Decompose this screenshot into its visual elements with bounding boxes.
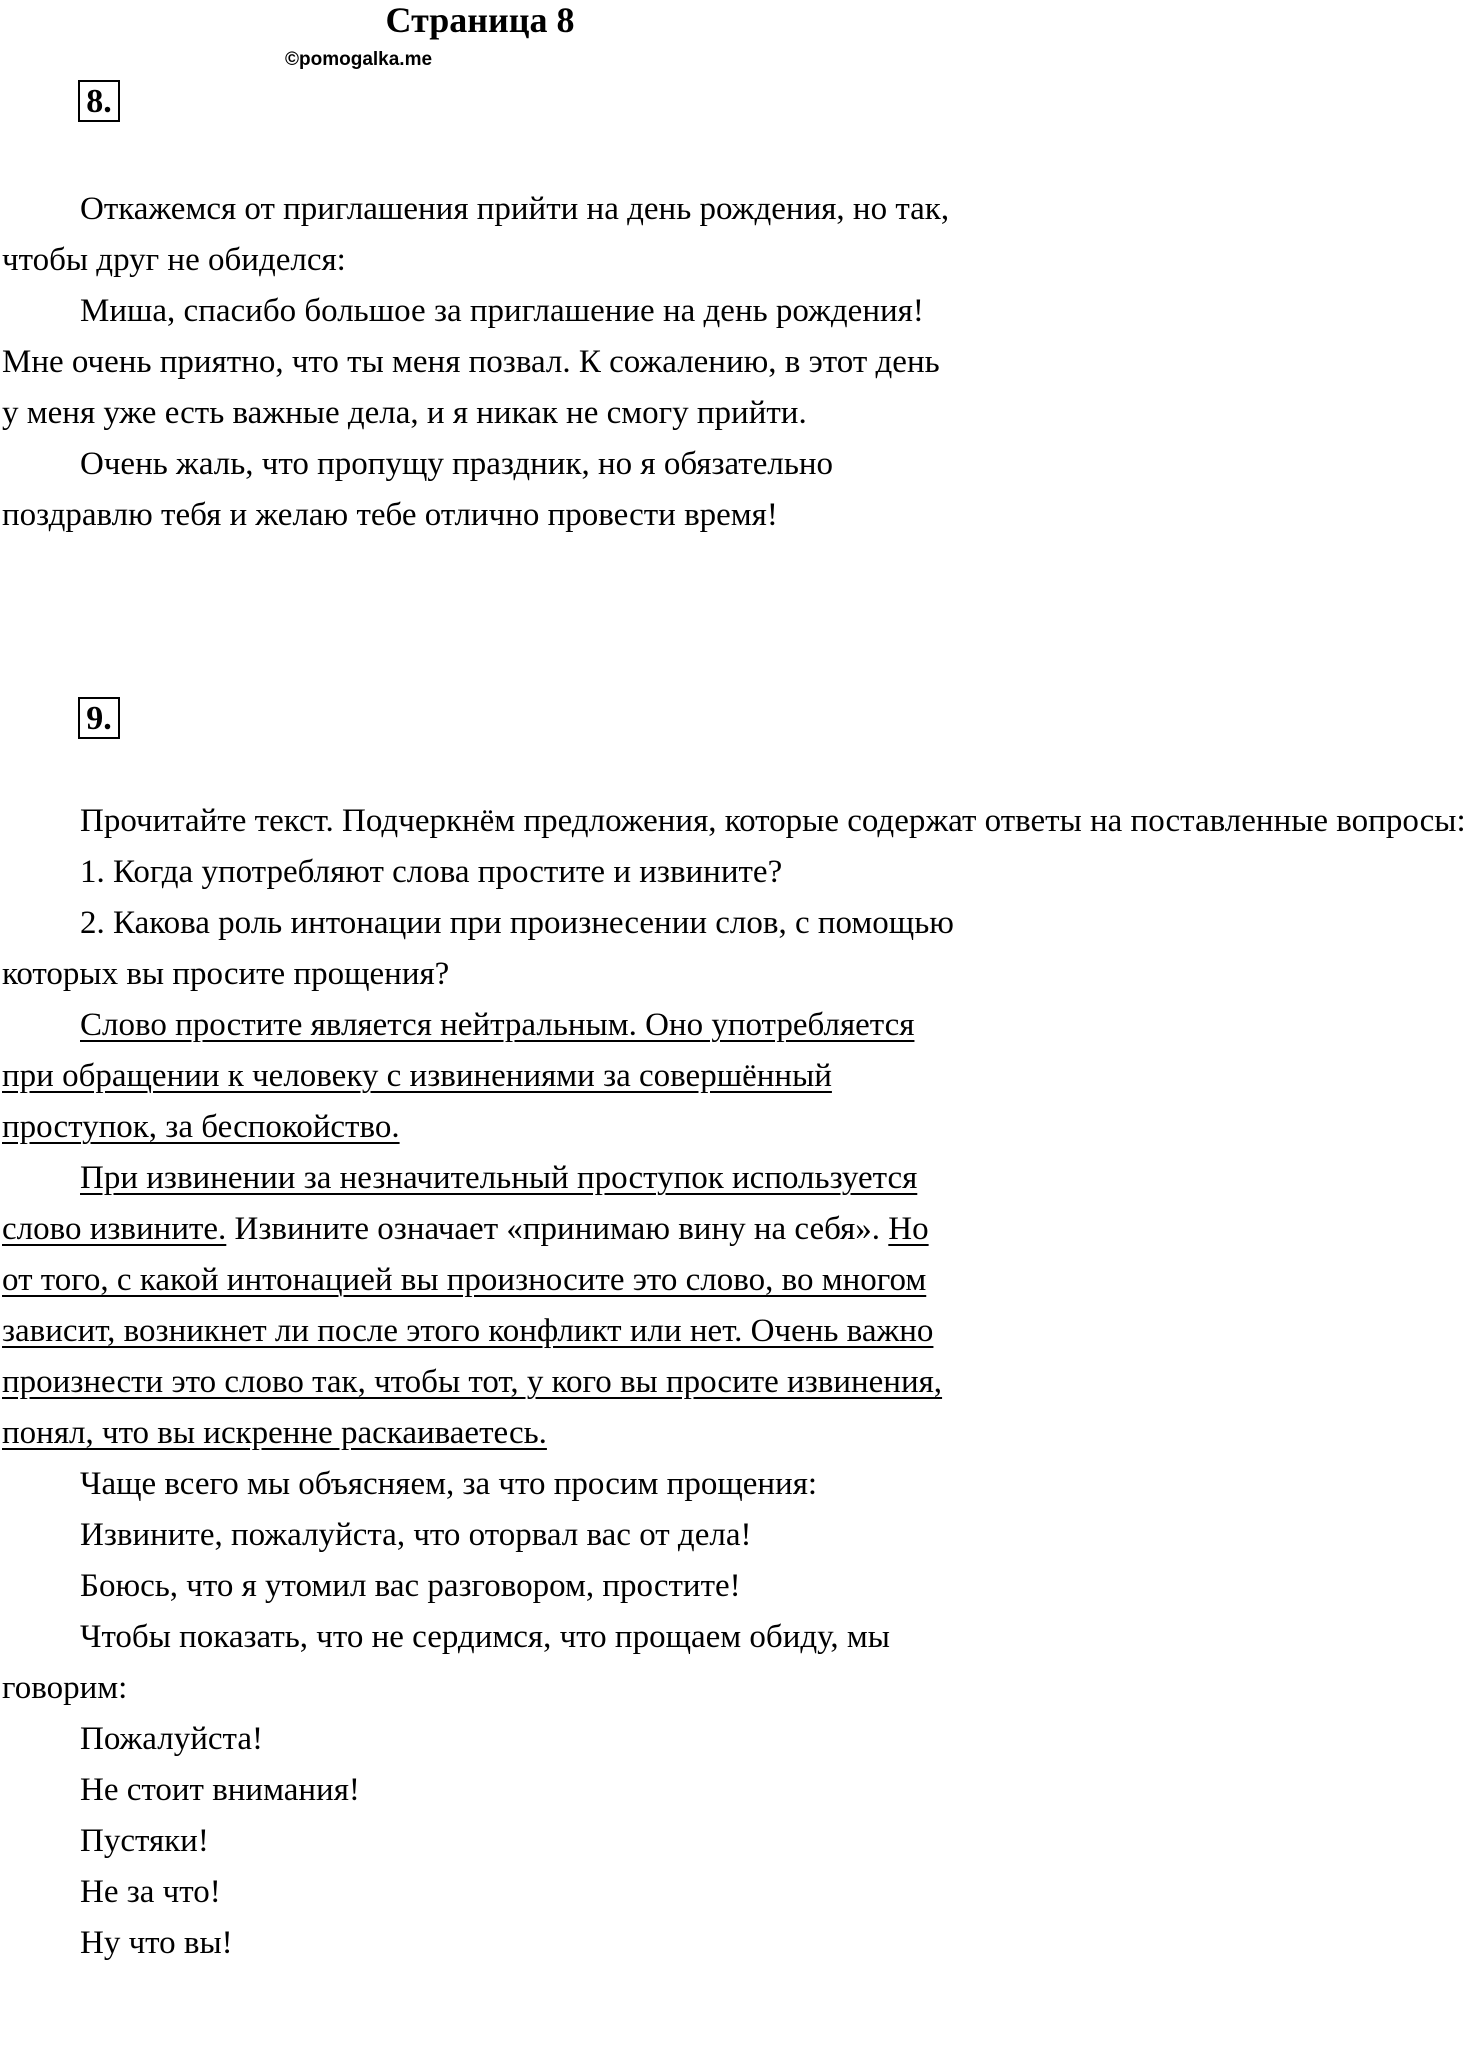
task-9-paragraph-3: Чтобы показать, что не сердимся, что прощаем обиду, мы говорим: (2, 1619, 890, 1706)
underlined-sentence: При извинении за незначительный проступок используется слово извините. (2, 1160, 918, 1247)
task-9-question-2: 2. Какова роль интонации при произнесении слов, с помощью которых вы просите прощения? (2, 905, 954, 992)
task-8-paragraph: Очень жаль, что пропущу праздник, но я обязательно поздравлю тебя и желаю тебе отлично провести время! (2, 446, 834, 533)
underlined-sentence: Но от того, с какой интонацией вы произносите это слово, во многом зависит, возникнет ли после этого конфликт или нет. Очень важно произнести это слово так, чтобы тот, у кого вы просите извинения, понял, что вы искренне раскаиваетесь. (2, 1211, 943, 1451)
task-8-paragraph: Откажемся от приглашения прийти на день рождения, но так, чтобы друг не обиделся: (2, 191, 950, 278)
task-number-8: 8. (78, 80, 120, 122)
task-9-text (2, 796, 1466, 1969)
task-9-reply: Не за что! (80, 1874, 221, 1910)
task-9-paragraph-1 (2, 1000, 960, 1153)
page-title: Страница 8 (385, 0, 575, 40)
task-number-9: 9. (78, 697, 120, 739)
task-9-intro (2, 796, 1466, 847)
task-9-reply: Пустяки! (80, 1823, 209, 1859)
task-8-text (2, 184, 960, 541)
task-9-paragraph-2 (2, 1153, 960, 1459)
underlined-sentence: Слово простите является нейтральным. Оно употребляется при обращении к человеку с извинениями за совершённый проступок, за беспокойство. (2, 1007, 915, 1145)
task-9-line: Извините, пожалуйста, что оторвал вас от дела! (80, 1517, 752, 1553)
task-9-reply: Не стоит внимания! (80, 1772, 360, 1808)
task-9-line: Боюсь, что я утомил вас разговором, простите! (80, 1568, 741, 1604)
watermark: ©pomogalka.me (285, 49, 433, 70)
plain-sentence: Извините означает «принимаю вину на себя». (226, 1211, 889, 1247)
task-9-reply: Ну что вы! (80, 1925, 233, 1961)
task-8-paragraph: Миша, спасибо большое за приглашение на день рождения! Мне очень приятно, что ты меня позвал. К сожалению, в этот день у меня уже есть важные дела, и я никак не смогу прийти. (2, 293, 940, 431)
task-9-intro-text: Прочитайте текст. Подчеркнём предложения, которые содержат ответы на поставленные вопросы: (80, 803, 1466, 839)
task-9-line: Чаще всего мы объясняем, за что просим прощения: (80, 1466, 818, 1502)
task-9-question-1: 1. Когда употребляют слова простите и извините? (80, 854, 783, 890)
task-9-reply: Пожалуйста! (80, 1721, 263, 1757)
